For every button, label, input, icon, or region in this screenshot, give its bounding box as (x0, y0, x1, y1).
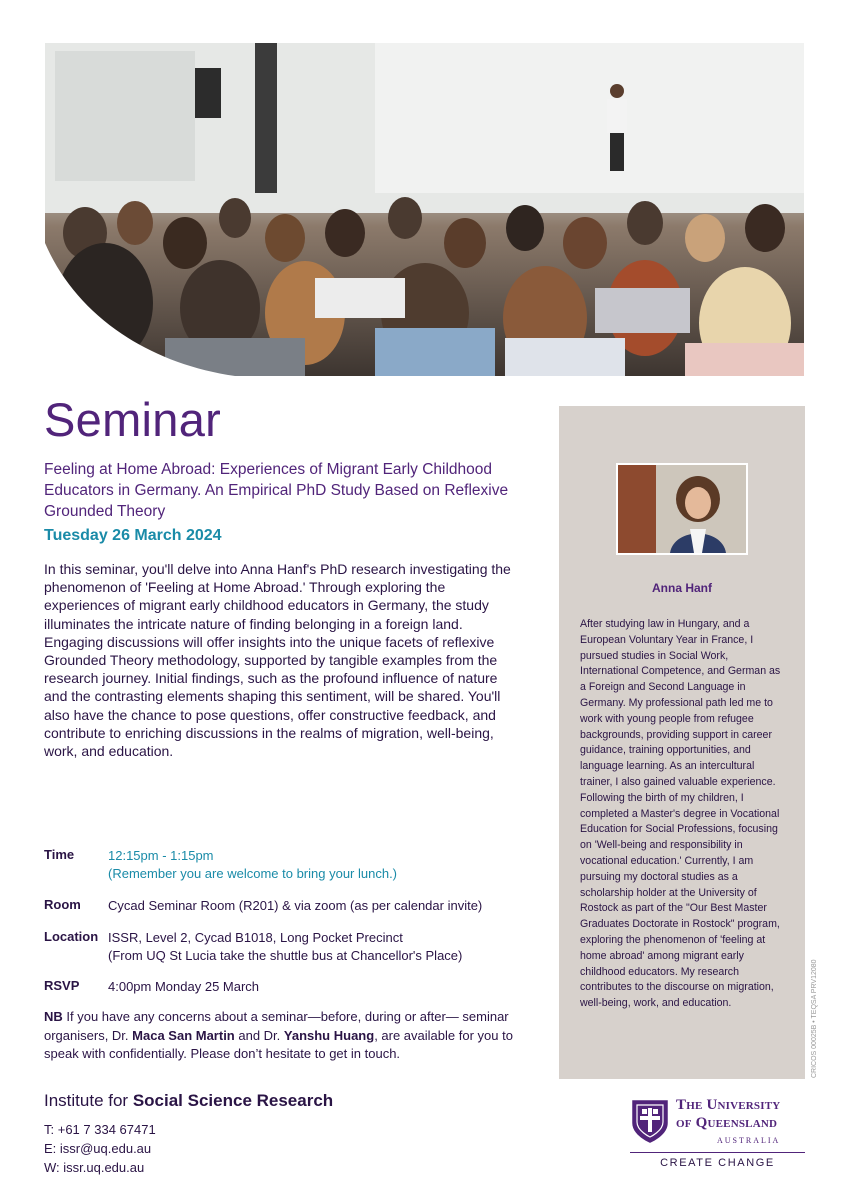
nb-text-3: , are available for you to speak with confidentially. Please don’t hesitate to get in touch. (44, 1027, 513, 1061)
logo-university-line1: The University (676, 1097, 781, 1113)
room-label: Room (44, 897, 81, 912)
rsvp-value: 4:00pm Monday 25 March (108, 979, 260, 994)
nb-organiser-1: Maca San Martin (132, 1027, 235, 1043)
room-value: Cycad Seminar Room (R201) & via zoom (as per calendar invite) (108, 898, 483, 913)
hero-photo (45, 43, 804, 376)
page-title: Seminar (44, 393, 222, 446)
logo-university-line2: of Queensland (676, 1115, 778, 1131)
uq-crest-icon (631, 1099, 669, 1144)
cricos-text: CRICOS 00025B • TEQSA PRV12080 (811, 959, 818, 1078)
time-value: 12:15pm - 1:15pm (108, 848, 214, 863)
nb-organiser-2: Yanshu Huang (283, 1027, 375, 1043)
contact-email[interactable]: E: issr@uq.edu.au (44, 1141, 152, 1156)
nb-label: NB (44, 1009, 63, 1024)
time-note: (Remember you are welcome to bring your lunch.) (108, 866, 398, 881)
institute-bold-name: Social Science Research (132, 1091, 334, 1110)
nb-text-1: If you have any concerns about a seminar—before, during or after— seminar organisers, Dr. (44, 1009, 509, 1043)
institute-name (44, 1091, 333, 1111)
contact-web[interactable]: W: issr.uq.edu.au (44, 1160, 145, 1175)
speaker-photo (616, 463, 748, 555)
nb-text-2: and Dr. (234, 1027, 284, 1043)
nb-paragraph (44, 1008, 524, 1064)
location-label: Location (44, 929, 99, 944)
contact-phone: T: +61 7 334 67471 (44, 1122, 156, 1137)
location-note: (From UQ St Lucia take the shuttle bus at Chancellor's Place) (108, 948, 463, 963)
institute-prefix: Institute for (44, 1091, 133, 1110)
time-label: Time (44, 847, 75, 862)
rsvp-label: RSVP (44, 978, 80, 993)
speaker-bio: After studying law in Hungary, and a European Voluntary Year in France, I pursued studies in Social Work, International Competence, and German as a Foreign and Second Language in Germany. My professional path led me to work with young people from refugee backgrounds, providing support in career guidance, training opportunities, and language learning. As an intercultural trainer, I also gained valuable experience. Following the birth of my children, I completed a Master's degree in Vocational Education for Social Professions, focusing on 'Well-being and responsibility in vocational education.' Currently, I am pursuing my doctoral studies as a scholarship holder at the University of Rostock as part of the "Our Best Master Graduates Doctorate in Rostock" program, exploring the phenomenon of 'feeling at home abroad' among migrant early childhood educators. My research contributes to the discourse on migration, well-being, work, and education. (580, 618, 781, 1010)
logo-tagline: CREATE CHANGE (660, 1157, 775, 1169)
logo-divider (630, 1152, 805, 1153)
audience-illustration (45, 43, 804, 376)
logo-country: AUSTRALIA (717, 1136, 781, 1145)
seminar-subtitle: Feeling at Home Abroad: Experiences of Migrant Early Childhood Educators in Germany. An Empirical PhD Study Based on Reflexive Grounded Theory (44, 461, 509, 520)
location-value: ISSR, Level 2, Cycad B1018, Long Pocket Precinct (108, 930, 403, 945)
seminar-date: Tuesday 26 March 2024 (44, 527, 222, 544)
speaker-name: Anna Hanf (652, 581, 712, 595)
intro-paragraph: In this seminar, you'll delve into Anna Hanf's PhD research investigating the phenomenon of 'Feeling at Home Abroad.' Through exploring the experiences of migrant early childhood educators in Germany, the study illuminates the intricate nature of finding belonging in a foreign land. Engaging discussions will offer insights into the unique facets of reflexive Grounded Theory methodology, supported by tangible examples from the research journey. Initial findings, such as the profound influence of nature and the contrasting elements shaping this sentiment, will be shared. You'll also have the chance to pose questions, offer constructive feedback, and contribute to enriching discussions in the realms of migration, well-being, work, and education. (44, 561, 511, 760)
